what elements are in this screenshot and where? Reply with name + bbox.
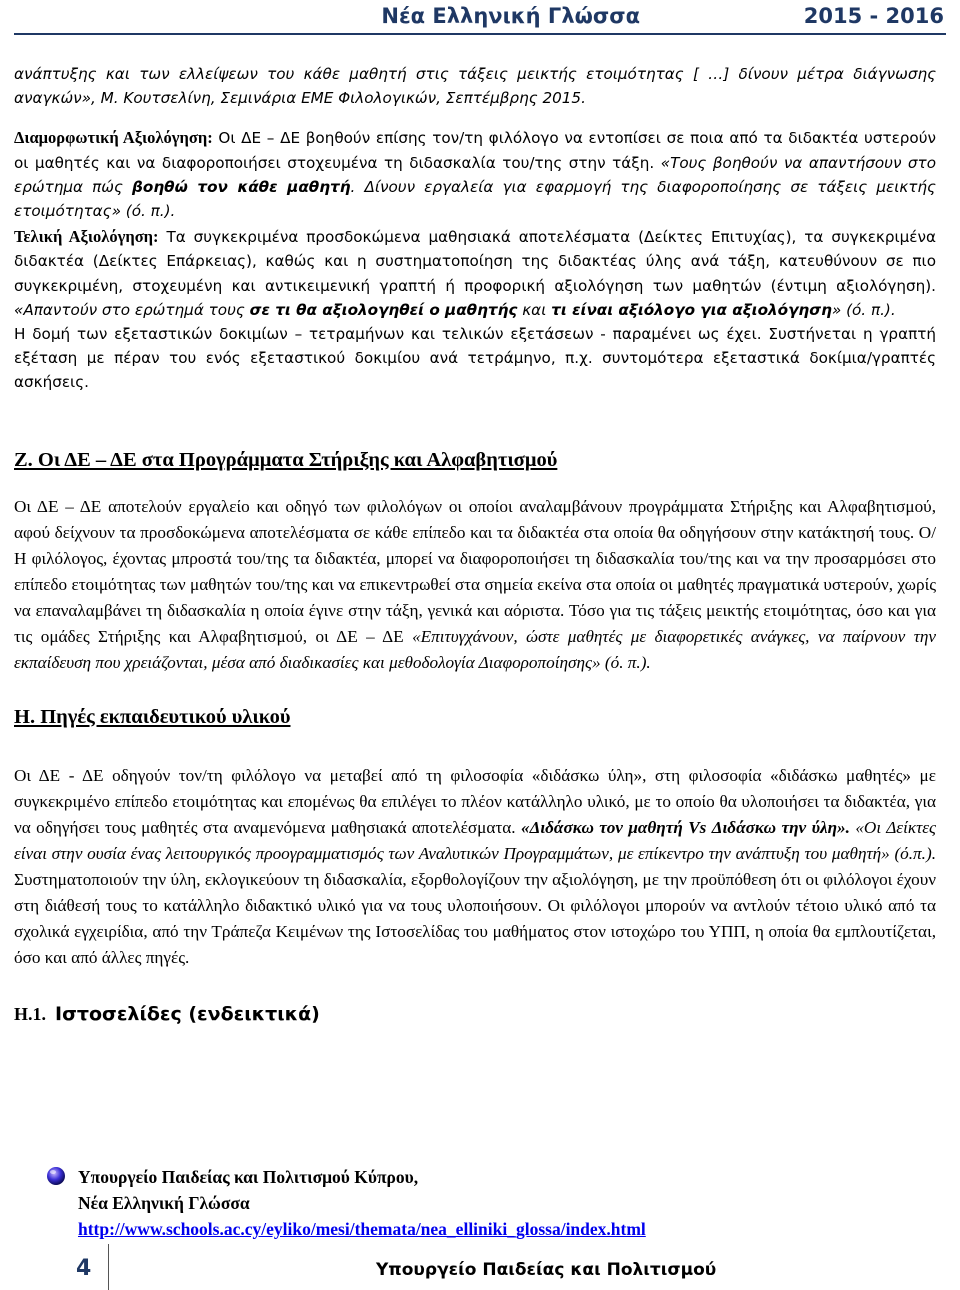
section-z-heading: Ζ. Οι ΔΕ – ΔΕ στα Προγράμματα Στήριξης και Αλφαβητισμού	[14, 448, 558, 471]
section-h1-number: Η.1.	[14, 1003, 47, 1024]
resource-line-2: Νέα Ελληνική Γλώσσα	[78, 1193, 250, 1213]
section-z-quote: «Επιτυγχάνουν, ώστε μαθητές με διαφορετικές ανάγκες, να παίρνουν την εκπαίδευση που χρειάζονται, μέσα από διαδικασίες και μεθοδολογία Διαφοροποίησης» (ό. π.).	[14, 626, 936, 672]
page-number: 4	[76, 1256, 92, 1281]
section-h-bold-quote: «Διδάσκω τον μαθητή Vs Διδάσκω την ύλη».	[520, 817, 850, 837]
formative-label: Διαμορφωτική Αξιολόγηση:	[14, 128, 213, 148]
page-content	[14, 62, 936, 1025]
formative-text: Οι ΔΕ – ΔΕ βοηθούν επίσης τον/τη φιλόλογο να εντοπίσει σε ποια από τα διδακτέα υστερούν οι μαθητές και να διαφοροποιήσει στοχευμένα τη διδασκαλία του/της στην τάξη.	[14, 129, 936, 172]
summative-quote-a: «Απαντούν στο ερώτημά τους	[14, 300, 250, 319]
header-rule	[14, 33, 946, 35]
section-h-text-b: Συστηματοποιούν την ύλη, εκλογικεύουν τη διδασκαλία, εξορθολογίζουν την αξιολόγηση, με την προϋπόθεση ότι οι φιλόλογοι έχουν στη διάθεσή τους το κατάλληλο διδακτικό υλικό για να τους υλοποιήσουν. Οι φιλόλογοι μπορούν να αντλούν τέτοιο υλικό από τα σχολικά εγχειρίδια, από την Τράπεζα Κειμένων της Ιστοσελίδας του μαθήματος στον ιστοχώρο του ΥΠΠ, η οποία θα εμπλουτίζεται, όσο και από άλλες πηγές.	[14, 869, 936, 967]
summative-label: Τελική Αξιολόγηση:	[14, 227, 159, 247]
resource-line-1: Υπουργείο Παιδείας και Πολιτισμού Κύπρου,	[78, 1167, 419, 1187]
summative-quote-bold1: σε τι θα αξιολογηθεί ο μαθητής	[249, 300, 518, 319]
page-header	[0, 0, 960, 40]
section-h-quote: «Οι Δείκτες είναι στην ουσία ένας λειτουργικός προογραμματισμός των Αναλυτικών Προγραμμάτων, με επίκεντρο την ανάπτυξη του μαθητή» (ό.π.).	[14, 817, 936, 863]
header-subject: Νέα Ελληνική Γλώσσα	[381, 4, 640, 28]
section-h-heading: Η. Πηγές εκπαιδευτικού υλικού	[14, 705, 291, 728]
section-h-text-a: Οι ΔΕ - ΔΕ οδηγούν τον/τη φιλόλογο να μεταβεί από τη φιλοσοφία «διδάσκω ύλη», στη φιλοσοφία «διδάσκω μαθητές» με συγκεκριμένο επίπεδο ετοιμότητας και επομένως θα επιλέγει το πλέον κατάλληλο υλικό, με το οποίο θα υλοποιήσει τα διδακτέα, για να οδηγήσει τους μαθητές στα αναμενόμενα μαθησιακά αποτελέσματα.	[14, 765, 936, 837]
header-year: 2015 - 2016	[803, 4, 944, 28]
footer-divider	[108, 1244, 109, 1290]
exams-paragraph: Η δομή των εξεταστικών δοκιμίων – τετραμήνων και τελικών εξετάσεων - παραμένει ως έχει. Συστήνεται η γραπτή εξέταση με πέραν του ενός εξεταστικού δοκιμίου ανά τετράμηνο, π.χ. συντομότερα εξεταστικά δοκίμια/γραπτές ασκήσεις.	[14, 325, 936, 392]
formative-quote-b: . Δίνουν εργαλεία για εφαρμογή της διαφοροποίησης σε τάξεις μεικτής ετοιμότητας» (ό. π.).	[14, 177, 936, 221]
summative-quote-bold2: τι είναι αξιόλογο για αξιολόγηση	[551, 300, 832, 319]
formative-quote-a: «Τους βοηθούν να απαντήσουν στο ερώτημα πώς	[14, 153, 936, 196]
section-h1-title: Ιστοσελίδες (ενδεικτικά)	[55, 1002, 320, 1025]
summative-text: Τα συγκεκριμένα προσδοκώμενα μαθησιακά αποτελέσματα (Δείκτες Επιτυχίας), τα συγκεκριμένα διδακτέα (Δείκτες Επάρκειας), καθώς και η συστηματοποίηση της διδακτέας ύλης ανά τάξη, κατευθύνουν σε πιο συγκεκριμένη, στοχευμένη και αντικειμενική γραπτή ή προφορική αξιολόγηση των μαθητών (έντιμη αξιολόγηση).	[14, 228, 936, 295]
section-h-paragraph	[14, 763, 936, 971]
section-z-paragraph	[14, 494, 936, 676]
summative-quote-mid: και	[517, 300, 552, 319]
formative-paragraph	[14, 126, 936, 223]
summative-quote-b: » (ό. π.).	[831, 300, 896, 319]
summative-paragraph	[14, 225, 936, 322]
formative-quote-bold: βοηθώ τον κάθε μαθητή	[132, 177, 351, 196]
section-h1-heading	[14, 1003, 936, 1025]
resource-link[interactable]: http://www.schools.ac.cy/eyliko/mesi/themata/nea_elliniki_glossa/index.html	[78, 1219, 646, 1239]
intro-citation: ανάπτυξης και των ελλείψεων του κάθε μαθητή στις τάξεις μεικτής ετοιμότητας [ …] δίνουν μέτρα διάγνωσης αναγκών», Μ. Κουτσελίνη, Σεμινάρια ΕΜΕ Φιλολογικών, Σεπτέμβρης 2015.	[14, 65, 936, 108]
section-z-text: Οι ΔΕ – ΔΕ αποτελούν εργαλείο και οδηγό των φιλολόγων οι οποίοι αναλαμβάνουν προγράμματα Στήριξης και Αλφαβητισμού, αφού δείχνουν τα προσδοκώμενα αποτελέσματα σε κάθε επίπεδο και τα διδακτέα στα οποία θα οδηγήσουν στην κατάκτησή τους. Ο/Η φιλόλογος, έχοντας μπροστά του/της τα διδακτέα, μπορεί να διαφοροποιήσει τη διδασκαλία του/της και να την προσαρμόσει στο επίπεδο ετοιμότητας των μαθητών του/της και να επικεντρωθεί στα σημεία εκείνα στα οποία οι μαθητές πραγματικά υστερούν, χωρίς να επαναλαμβάνει τη διδασκαλία η οποία έγινε στην τάξη, γενικά και αόριστα. Τόσο για τις τάξεις μεικτής ετοιμότητας, όσο και για τις ομάδες Στήριξης και Αλφαβητισμού, οι ΔΕ – ΔΕ	[14, 496, 936, 646]
footer-ministry: Υπουργείο Παιδείας και Πολιτισμού	[376, 1260, 717, 1280]
globe-bullet-icon	[46, 1166, 66, 1186]
